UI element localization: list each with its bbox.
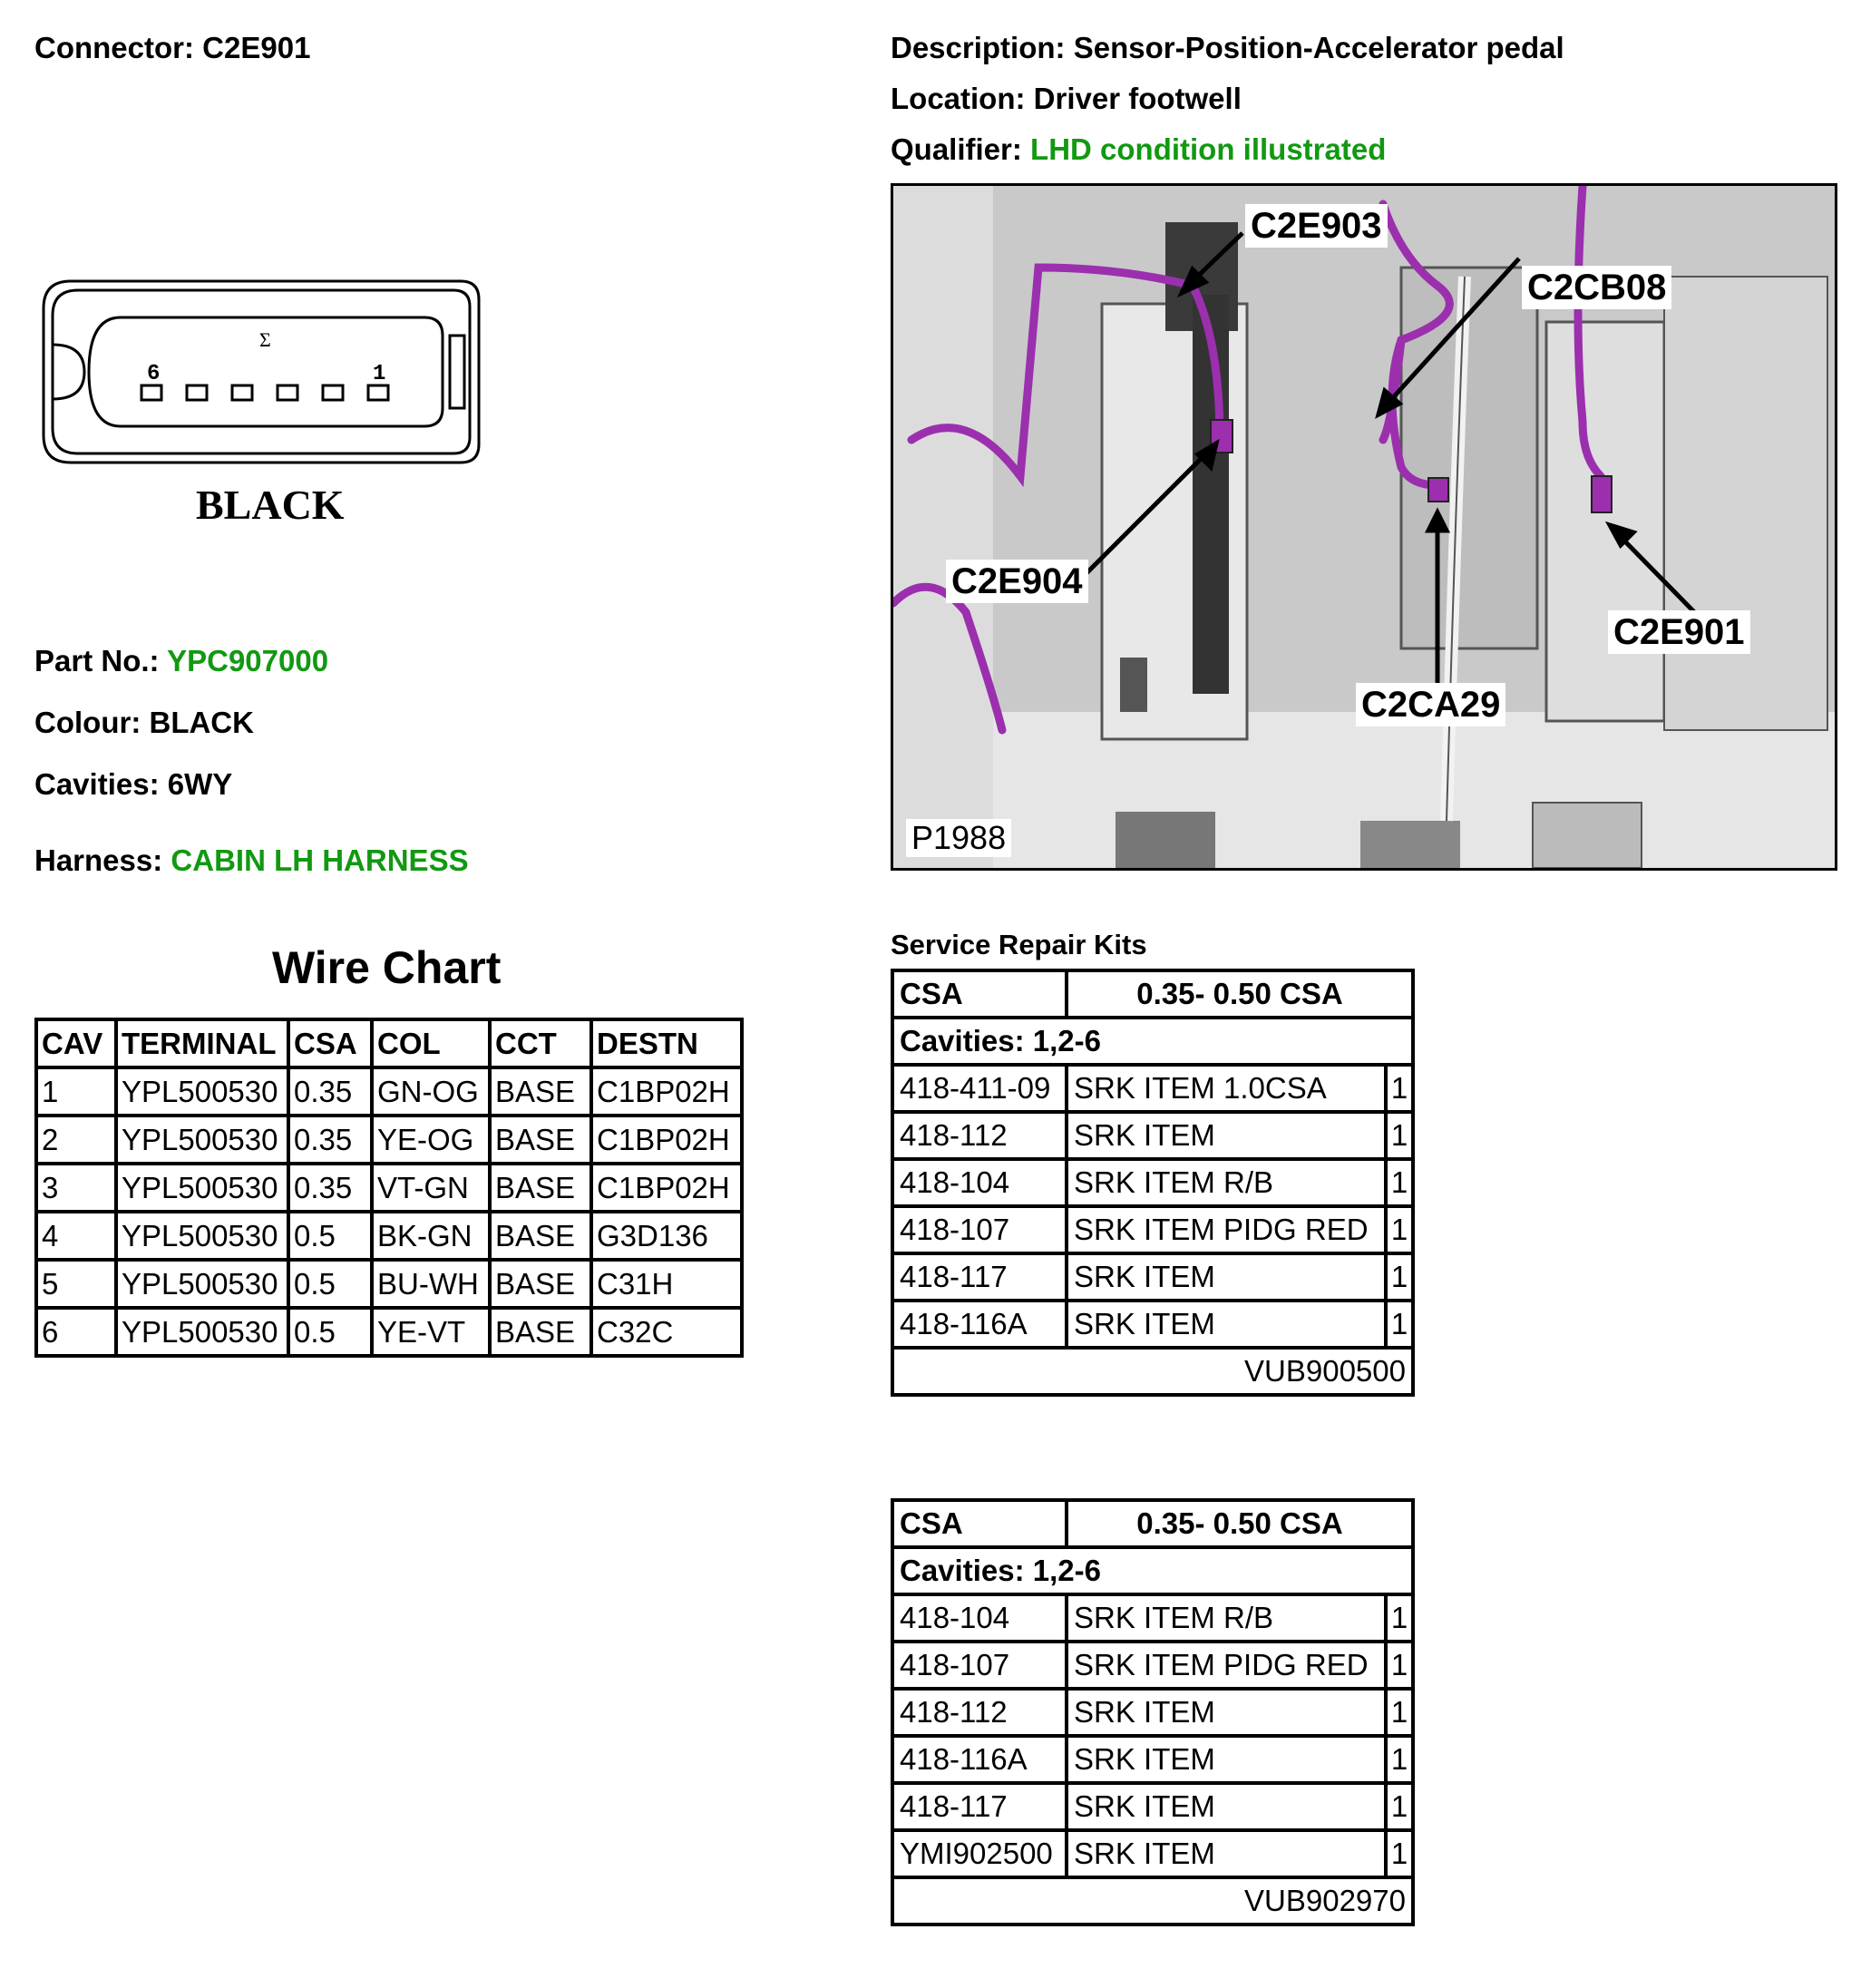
table-row xyxy=(36,1067,742,1116)
kit-cavities: Cavities: 1,2-6 xyxy=(892,1547,1413,1594)
cell-terminal: YPL500530 xyxy=(116,1164,288,1212)
header-col: COL xyxy=(372,1019,490,1067)
kit-number: VUB902970 xyxy=(892,1877,1413,1925)
header-cav: CAV xyxy=(36,1019,116,1067)
kit-item-description: SRK ITEM xyxy=(1067,1112,1386,1159)
cell-cav: 6 xyxy=(36,1308,116,1356)
kit-item-description: SRK ITEM PIDG RED xyxy=(1067,1206,1386,1253)
table-row xyxy=(36,1260,742,1308)
kit-item-part: 418-112 xyxy=(892,1112,1067,1159)
cell-terminal: YPL500530 xyxy=(116,1212,288,1260)
colour-line: Colour: BLACK xyxy=(34,706,254,739)
kit-header-row xyxy=(892,970,1413,1018)
kit-item-qty: 1 xyxy=(1386,1301,1413,1348)
cell-csa: 0.5 xyxy=(288,1308,372,1356)
header-cct: CCT xyxy=(490,1019,591,1067)
kit-cavities-row xyxy=(892,1018,1413,1065)
kit-cavities-row xyxy=(892,1547,1413,1594)
description-line: Description: Sensor-Position-Accelerator pedal xyxy=(891,31,1564,64)
kit-item-qty: 1 xyxy=(1386,1112,1413,1159)
qualifier-line: Qualifier: LHD condition illustrated xyxy=(891,132,1387,166)
kit-item-qty: 1 xyxy=(1386,1736,1413,1783)
cell-destn: C32C xyxy=(591,1308,742,1356)
kit-item-row xyxy=(892,1736,1413,1783)
cavities-line: Cavities: 6WY xyxy=(34,767,233,801)
cell-destn: G3D136 xyxy=(591,1212,742,1260)
cell-col: BK-GN xyxy=(372,1212,490,1260)
cell-cav: 2 xyxy=(36,1116,116,1164)
cell-csa: 0.35 xyxy=(288,1067,372,1116)
kit-item-row xyxy=(892,1112,1413,1159)
cell-csa: 0.5 xyxy=(288,1260,372,1308)
pin-1-label: 1 xyxy=(373,362,386,386)
kit-item-part: 418-107 xyxy=(892,1206,1067,1253)
cell-cav: 1 xyxy=(36,1067,116,1116)
cell-terminal: YPL500530 xyxy=(116,1116,288,1164)
kit-csa-value: 0.35- 0.50 CSA xyxy=(1067,1500,1413,1547)
repair-kit-table-1 xyxy=(891,969,1415,1397)
kit-item-row xyxy=(892,1253,1413,1301)
harness-line: Harness: CABIN LH HARNESS xyxy=(34,843,469,877)
kit-item-description: SRK ITEM xyxy=(1067,1301,1386,1348)
cell-terminal: YPL500530 xyxy=(116,1308,288,1356)
kit-item-qty: 1 xyxy=(1386,1159,1413,1206)
kit-cavities: Cavities: 1,2-6 xyxy=(892,1018,1413,1065)
cell-destn: C31H xyxy=(591,1260,742,1308)
kit-item-part: YMI902500 xyxy=(892,1830,1067,1877)
pin-6-label: 6 xyxy=(147,362,161,386)
kit-item-row xyxy=(892,1301,1413,1348)
kit-header-row xyxy=(892,1500,1413,1547)
part-number-line: Part No.: YPC907000 xyxy=(34,644,329,677)
cell-cct: BASE xyxy=(490,1260,591,1308)
kit-item-qty: 1 xyxy=(1386,1206,1413,1253)
cell-col: YE-VT xyxy=(372,1308,490,1356)
service-repair-kits-title: Service Repair Kits xyxy=(891,929,1147,960)
kit-item-row xyxy=(892,1783,1413,1830)
kit-item-description: SRK ITEM PIDG RED xyxy=(1067,1642,1386,1689)
table-row xyxy=(36,1116,742,1164)
callout-c2e903: C2E903 xyxy=(1245,204,1388,248)
kit-item-row xyxy=(892,1594,1413,1642)
cell-col: VT-GN xyxy=(372,1164,490,1212)
cell-destn: C1BP02H xyxy=(591,1116,742,1164)
kit-item-part: 418-116A xyxy=(892,1736,1067,1783)
kit-item-part: 418-116A xyxy=(892,1301,1067,1348)
callout-c2cb08: C2CB08 xyxy=(1522,266,1671,309)
cell-cav: 3 xyxy=(36,1164,116,1212)
kit-item-description: SRK ITEM xyxy=(1067,1830,1386,1877)
kit-item-row xyxy=(892,1159,1413,1206)
cell-cct: BASE xyxy=(490,1212,591,1260)
kit-item-qty: 1 xyxy=(1386,1830,1413,1877)
cell-csa: 0.35 xyxy=(288,1164,372,1212)
kit-item-description: SRK ITEM xyxy=(1067,1689,1386,1736)
kit-item-part: 418-411-09 xyxy=(892,1065,1067,1112)
kit-item-description: SRK ITEM xyxy=(1067,1783,1386,1830)
kit-item-description: SRK ITEM xyxy=(1067,1736,1386,1783)
figure-id-label: P1988 xyxy=(906,819,1011,857)
wire-chart-title: Wire Chart xyxy=(272,942,502,993)
kit-item-description: SRK ITEM R/B xyxy=(1067,1594,1386,1642)
cell-cav: 4 xyxy=(36,1212,116,1260)
kit-number-row xyxy=(892,1348,1413,1395)
kit-item-row xyxy=(892,1206,1413,1253)
kit-item-row xyxy=(892,1830,1413,1877)
cell-cct: BASE xyxy=(490,1116,591,1164)
kit-item-row xyxy=(892,1642,1413,1689)
header-csa: CSA xyxy=(288,1019,372,1067)
table-row xyxy=(36,1212,742,1260)
sigma-mark: Σ xyxy=(259,328,271,351)
connector-colour-caption: BLACK xyxy=(196,482,345,528)
cell-csa: 0.5 xyxy=(288,1212,372,1260)
header-terminal: TERMINAL xyxy=(116,1019,288,1067)
location-photo xyxy=(891,183,1837,871)
cell-terminal: YPL500530 xyxy=(116,1260,288,1308)
callout-c2e901: C2E901 xyxy=(1608,610,1750,654)
cell-cav: 5 xyxy=(36,1260,116,1308)
kit-csa-label: CSA xyxy=(892,1500,1067,1547)
kit-item-row xyxy=(892,1689,1413,1736)
repair-kit-table-2 xyxy=(891,1498,1415,1926)
kit-item-qty: 1 xyxy=(1386,1642,1413,1689)
table-row xyxy=(36,1308,742,1356)
kit-item-description: SRK ITEM 1.0CSA xyxy=(1067,1065,1386,1112)
header-destn: DESTN xyxy=(591,1019,742,1067)
callout-c2e904: C2E904 xyxy=(946,560,1088,603)
kit-item-part: 418-117 xyxy=(892,1783,1067,1830)
cell-cct: BASE xyxy=(490,1308,591,1356)
kit-item-description: SRK ITEM xyxy=(1067,1253,1386,1301)
cell-cct: BASE xyxy=(490,1164,591,1212)
connector-line: Connector: C2E901 xyxy=(34,31,311,64)
kit-item-qty: 1 xyxy=(1386,1594,1413,1642)
kit-item-part: 418-104 xyxy=(892,1159,1067,1206)
kit-number: VUB900500 xyxy=(892,1348,1413,1395)
kit-item-part: 418-112 xyxy=(892,1689,1067,1736)
kit-item-qty: 1 xyxy=(1386,1689,1413,1736)
kit-item-description: SRK ITEM R/B xyxy=(1067,1159,1386,1206)
kit-item-part: 418-107 xyxy=(892,1642,1067,1689)
cell-destn: C1BP02H xyxy=(591,1164,742,1212)
cell-destn: C1BP02H xyxy=(591,1067,742,1116)
kit-item-qty: 1 xyxy=(1386,1065,1413,1112)
kit-item-part: 418-104 xyxy=(892,1594,1067,1642)
wire-chart-table xyxy=(34,1018,744,1358)
cell-csa: 0.35 xyxy=(288,1116,372,1164)
cell-col: YE-OG xyxy=(372,1116,490,1164)
kit-csa-value: 0.35- 0.50 CSA xyxy=(1067,970,1413,1018)
cell-col: BU-WH xyxy=(372,1260,490,1308)
kit-csa-label: CSA xyxy=(892,970,1067,1018)
cell-cct: BASE xyxy=(490,1067,591,1116)
kit-item-row xyxy=(892,1065,1413,1112)
kit-number-row xyxy=(892,1877,1413,1925)
wire-chart-header-row xyxy=(36,1019,742,1067)
callout-c2ca29: C2CA29 xyxy=(1356,683,1505,726)
location-line: Location: Driver footwell xyxy=(891,82,1242,115)
kit-item-part: 418-117 xyxy=(892,1253,1067,1301)
table-row xyxy=(36,1164,742,1212)
cell-terminal: YPL500530 xyxy=(116,1067,288,1116)
cell-col: GN-OG xyxy=(372,1067,490,1116)
kit-item-qty: 1 xyxy=(1386,1783,1413,1830)
kit-item-qty: 1 xyxy=(1386,1253,1413,1301)
